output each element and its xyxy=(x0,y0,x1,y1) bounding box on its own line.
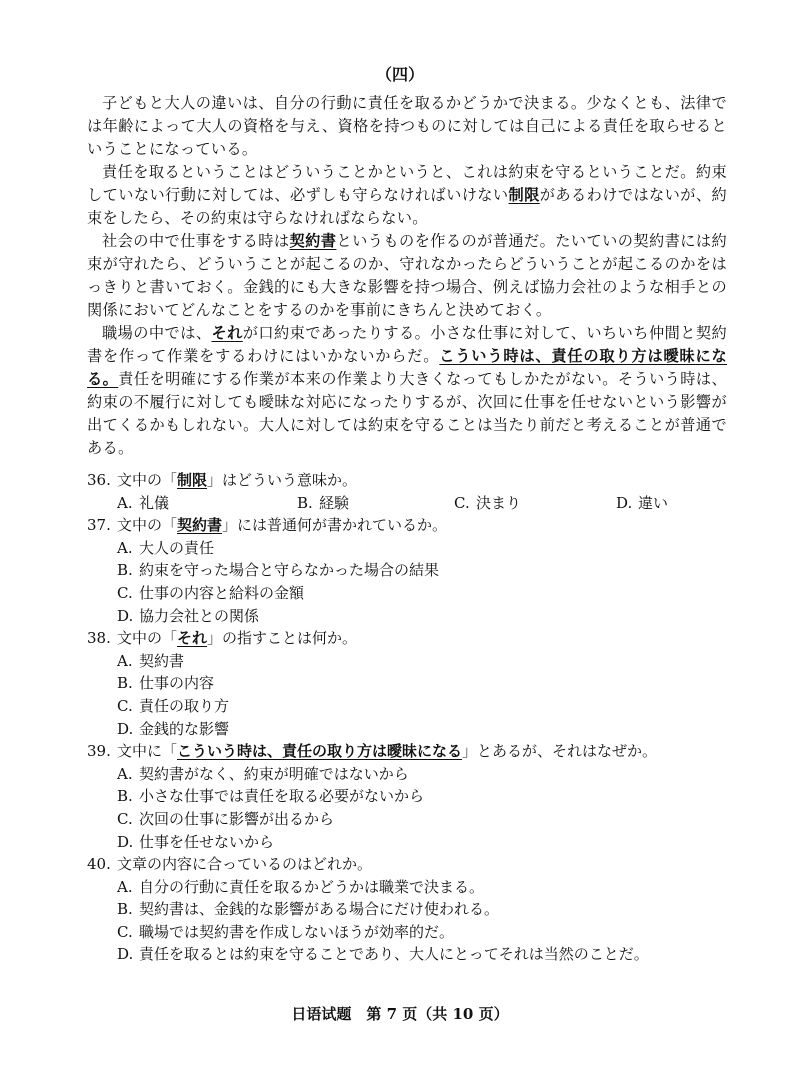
page-footer: 日语试题 第 7 页（共 10 页） xyxy=(291,1005,509,1023)
passage-text: 職場の中では、 xyxy=(102,324,212,342)
option-a[interactable] xyxy=(87,763,727,786)
question-number: 40. xyxy=(87,855,111,874)
option-text: 小さな仕事では責任を取る必要がないから xyxy=(139,787,425,806)
underlined-sentence: こういう時は、責任の取り方は曖昧になる。 xyxy=(87,347,727,388)
question-40 xyxy=(87,853,727,966)
question-list xyxy=(87,469,727,966)
option-text: 金銭的な影響 xyxy=(139,719,230,738)
option-text: 協力会社との関係 xyxy=(139,606,260,625)
stem-text: 文中の「 xyxy=(117,471,178,489)
option-text: 契約書がなく、約束が明確ではないから xyxy=(139,764,409,783)
stem-text: 文中の「 xyxy=(117,516,178,535)
option-b[interactable] xyxy=(87,898,727,921)
option-d[interactable] xyxy=(87,943,727,966)
option-text: 仕事を任せないから xyxy=(139,832,275,851)
option-text: 契約書は、金銭的な影響がある場合にだけ使われる。 xyxy=(139,900,500,919)
option-c[interactable] xyxy=(87,582,727,605)
option-letter: D. xyxy=(117,945,134,964)
option-letter: A. xyxy=(117,877,133,896)
passage-text: 責任を取るということはどういうことかというと、これは約束を守るということだ。約束していない行動に対しては、必ずしも守らなければいけない xyxy=(87,163,727,204)
underlined-term: 制限 xyxy=(508,186,540,204)
question-stem xyxy=(87,469,727,492)
option-text: 仕事の内容 xyxy=(139,674,215,693)
stem-text: 」の指すことは何か。 xyxy=(207,629,358,648)
stem-underlined: 制限 xyxy=(177,471,208,489)
passage-paragraph-1 xyxy=(87,92,727,161)
question-number: 37. xyxy=(87,516,111,535)
option-text: 責任の取り方 xyxy=(139,696,230,715)
stem-text: 」はどういう意味か。 xyxy=(207,471,358,489)
question-number: 36. xyxy=(87,471,111,489)
option-d[interactable] xyxy=(616,492,668,515)
option-letter: D. xyxy=(117,606,134,625)
stem-text: 」には普通何が書かれているか。 xyxy=(222,516,448,535)
option-letter: D. xyxy=(117,719,134,738)
option-c[interactable] xyxy=(454,492,616,515)
passage-paragraph-2 xyxy=(87,161,727,230)
question-39 xyxy=(87,740,727,853)
question-stem xyxy=(87,627,727,650)
option-b[interactable] xyxy=(87,672,727,695)
passage-paragraph-4 xyxy=(87,322,727,460)
option-letter: B. xyxy=(117,787,133,806)
passage-paragraph-3 xyxy=(87,230,727,322)
option-text: 責任を取るとは約束を守ることであり、大人にとってそれは当然のことだ。 xyxy=(139,945,649,964)
underlined-term: それ xyxy=(211,324,243,342)
passage-text: 社会の中で仕事をする時は xyxy=(102,232,290,250)
reading-passage xyxy=(87,92,727,460)
option-b[interactable] xyxy=(87,559,727,582)
underlined-term: 契約書 xyxy=(289,232,337,250)
stem-underlined: それ xyxy=(177,629,208,648)
option-text: 約束を守った場合と守らなかった場合の結果 xyxy=(139,561,440,580)
passage-text: 責任を明確にする作業が本来の作業より大きくなってもしかたがない。そういう時は、約束の不履行に対しても曖昧な対応になったりするが、次回に仕事を任せないという影響が出てくるかもしれない。大人に対しては約束を守ることは当たり前だと考えることが普通である。 xyxy=(87,370,727,457)
passage-text: が口約束であったりする。小さな仕事に対して、いちいち仲間と契約書を作って作業をするわけにはいかないからだ。 xyxy=(87,324,727,365)
stem-text: 文中の「 xyxy=(117,629,178,648)
option-c[interactable] xyxy=(87,921,727,944)
option-b[interactable] xyxy=(87,785,727,808)
option-d[interactable] xyxy=(87,718,727,741)
option-d[interactable] xyxy=(87,605,727,628)
option-a[interactable] xyxy=(87,537,727,560)
option-letter: C. xyxy=(117,809,133,828)
option-letter: B. xyxy=(117,900,133,919)
question-36 xyxy=(87,469,727,514)
option-text: 経験 xyxy=(319,493,350,512)
option-letter: B. xyxy=(117,561,133,580)
option-letter: B. xyxy=(297,493,313,512)
question-stem xyxy=(87,740,727,763)
question-38 xyxy=(87,627,727,740)
stem-underlined: こういう時は、責任の取り方は曖昧になる xyxy=(177,742,463,761)
option-letter: A. xyxy=(117,538,133,557)
option-text: 自分の行動に責任を取るかどうかは職業で決まる。 xyxy=(139,877,485,896)
passage-text: というものを作るのが普通だ。たいていの契約書には約束が守れたら、どういうことが起こるのか、守れなかったらどういうことが起こるのかをはっきりと書いておく。金銭的にも大きな影響を持つ場合、例えば協力会社のような相手との関係においてどんなことをするのかを事前にきちんと決めておく。 xyxy=(87,232,727,319)
option-text: 職場では契約書を作成しないほうが効率的だ。 xyxy=(139,922,455,941)
passage-text: 子どもと大人の違いは、自分の行動に責任を取るかどうかで決まる。少なくとも、法律では年齢によって大人の資格を与え、資格を持つものに対しては自己による責任を取らせるということになっている。 xyxy=(87,94,727,158)
option-letter: C. xyxy=(117,583,133,602)
option-text: 大人の責任 xyxy=(139,538,215,557)
option-letter: A. xyxy=(117,651,133,670)
stem-underlined: 契約書 xyxy=(177,516,223,535)
question-number: 38. xyxy=(87,629,111,648)
option-letter: C. xyxy=(117,922,133,941)
stem-text: 文章の内容に合っているのはどれか。 xyxy=(117,855,373,874)
option-text: 次回の仕事に影響が出るから xyxy=(139,809,335,828)
option-row xyxy=(87,492,727,515)
question-37 xyxy=(87,514,727,627)
option-text: 違い xyxy=(638,493,669,512)
section-title: （四） xyxy=(375,65,424,84)
option-a[interactable] xyxy=(117,492,297,515)
option-letter: D. xyxy=(117,832,134,851)
option-letter: B. xyxy=(117,674,133,693)
option-letter: C. xyxy=(117,696,133,715)
option-d[interactable] xyxy=(87,831,727,854)
question-stem xyxy=(87,514,727,537)
option-text: 決まり xyxy=(476,493,522,512)
option-b[interactable] xyxy=(297,492,454,515)
option-text: 仕事の内容と給料の金額 xyxy=(139,583,305,602)
stem-text: 文中に「 xyxy=(117,742,178,761)
option-letter: A. xyxy=(117,764,133,783)
option-a[interactable] xyxy=(87,650,727,673)
option-letter: D. xyxy=(616,493,633,512)
option-letter: C. xyxy=(454,493,470,512)
option-text: 礼儀 xyxy=(139,493,170,512)
passage-text: があるわけではないが、約束をしたら、その約束は守らなければならない。 xyxy=(87,186,727,227)
option-c[interactable] xyxy=(87,808,727,831)
question-stem xyxy=(87,853,727,876)
option-c[interactable] xyxy=(87,695,727,718)
option-text: 契約書 xyxy=(139,651,185,670)
option-letter: A. xyxy=(117,493,133,512)
question-number: 39. xyxy=(87,742,111,761)
option-a[interactable] xyxy=(87,876,727,899)
stem-text: 」とあるが、それはなぜか。 xyxy=(462,742,658,761)
